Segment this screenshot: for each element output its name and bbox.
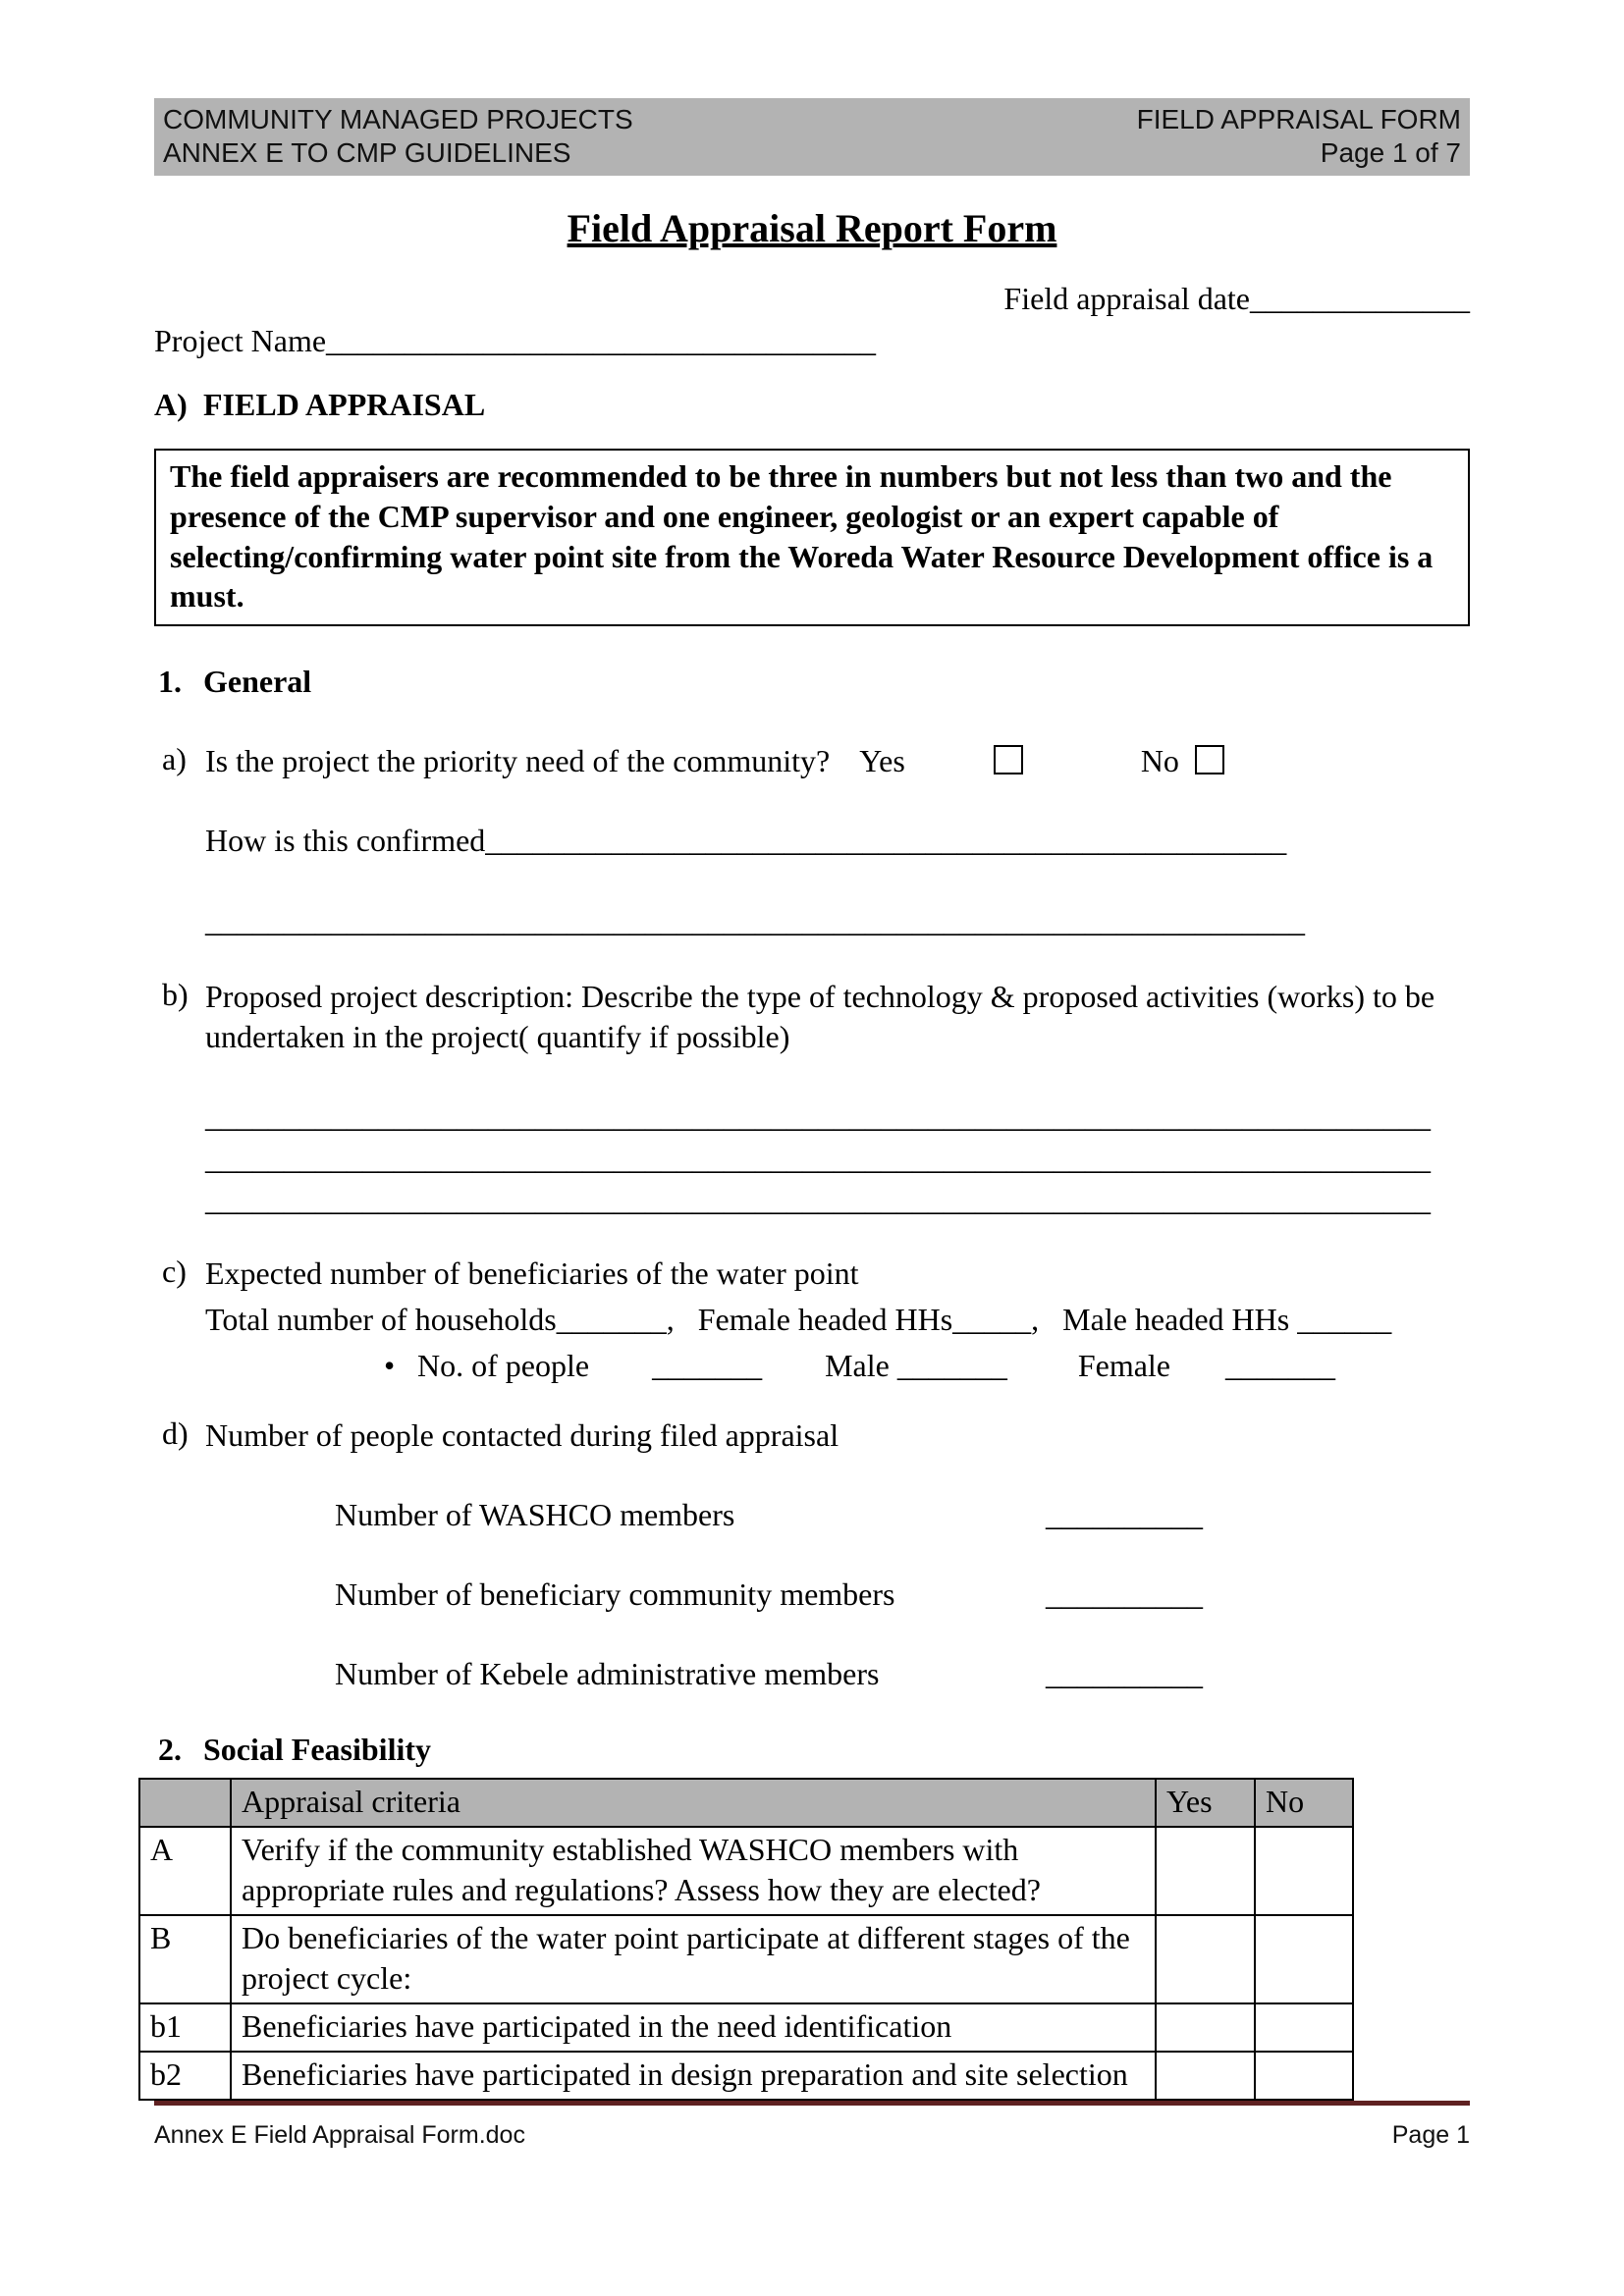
project-name-line bbox=[154, 323, 1470, 359]
row-no-cell[interactable] bbox=[1255, 1915, 1353, 2003]
washco-members-label: Number of WASHCO members bbox=[335, 1497, 735, 1533]
beneficiary-members-row bbox=[205, 1575, 1470, 1615]
document-header-bar bbox=[154, 98, 1470, 176]
people-contacted-text: Number of people contacted during filed appraisal bbox=[205, 1417, 839, 1454]
date-label: Field appraisal date bbox=[1003, 281, 1250, 317]
beneficiary-members-blank-field[interactable]: __________ bbox=[1046, 1576, 1203, 1613]
section-1-title: General bbox=[203, 663, 312, 699]
washco-members-row bbox=[205, 1495, 1470, 1535]
table-row bbox=[139, 1827, 1353, 1915]
section-1-heading bbox=[158, 664, 1470, 700]
social-feasibility-table bbox=[138, 1778, 1354, 2101]
row-id: A bbox=[139, 1827, 231, 1915]
confirm-line bbox=[205, 821, 1470, 861]
social-feasibility-table-wrap bbox=[138, 1778, 1470, 2101]
question-c bbox=[162, 1254, 1470, 1386]
header-project-type: COMMUNITY MANAGED PROJECTS bbox=[163, 104, 633, 134]
bullet-icon: • bbox=[384, 1348, 396, 1384]
beneficiaries-text: Expected number of beneficiaries of the water point bbox=[205, 1255, 859, 1292]
table-header-row bbox=[139, 1779, 1353, 1827]
row-yes-cell[interactable] bbox=[1156, 1915, 1255, 2003]
row-criteria: Beneficiaries have participated in the need identification bbox=[231, 2003, 1156, 2052]
document-footer bbox=[154, 2101, 1470, 2150]
question-d-letter: d) bbox=[162, 1415, 189, 1452]
priority-question-row bbox=[205, 741, 1470, 781]
table-row bbox=[139, 2052, 1353, 2100]
section-2-title: Social Feasibility bbox=[203, 1732, 431, 1768]
table-row bbox=[139, 2003, 1353, 2052]
header-yes-cell: Yes bbox=[1156, 1779, 1255, 1827]
row-criteria: Do beneficiaries of the water point participate at different stages of the project cycle: bbox=[231, 1915, 1156, 2003]
kebele-members-blank-field[interactable]: __________ bbox=[1046, 1656, 1203, 1692]
row-yes-cell[interactable] bbox=[1156, 2003, 1255, 2052]
row-criteria: Beneficiaries have participated in design preparation and site selection bbox=[231, 2052, 1156, 2100]
question-d bbox=[162, 1415, 1470, 1694]
yes-label: Yes bbox=[859, 742, 905, 778]
section-a-letter: A) bbox=[154, 387, 188, 423]
no-label: No bbox=[1140, 742, 1179, 778]
row-id: B bbox=[139, 1915, 231, 2003]
header-page-count: Page 1 of 7 bbox=[1320, 137, 1461, 169]
question-b-letter: b) bbox=[162, 976, 189, 1012]
households-line[interactable]: Total number of households_______, Female headed HHs_____, Male headed HHs ______ bbox=[205, 1302, 1392, 1338]
row-yes-cell[interactable] bbox=[1156, 2052, 1255, 2100]
kebele-members-label: Number of Kebele administrative members bbox=[335, 1656, 880, 1692]
field-appraisal-date-line bbox=[154, 281, 1470, 317]
people-count-fields[interactable]: No. of people _______ Male _______ Female _______ bbox=[417, 1348, 1335, 1384]
row-yes-cell[interactable] bbox=[1156, 1827, 1255, 1915]
row-id: b1 bbox=[139, 2003, 231, 2052]
question-a-letter: a) bbox=[162, 740, 187, 776]
row-id: b2 bbox=[139, 2052, 231, 2100]
header-no-cell: No bbox=[1255, 1779, 1353, 1827]
header-annex: ANNEX E TO CMP GUIDELINES bbox=[163, 137, 571, 169]
question-b bbox=[162, 977, 1470, 1221]
date-blank-field[interactable]: ______________ bbox=[1250, 281, 1470, 317]
row-no-cell[interactable] bbox=[1255, 1827, 1353, 1915]
question-a bbox=[162, 741, 1470, 941]
section-2-heading bbox=[158, 1732, 1470, 1768]
priority-question-text: Is the project the priority need of the community? bbox=[205, 742, 831, 778]
section-1-number: 1. bbox=[158, 663, 182, 699]
page-title: Field Appraisal Report Form bbox=[567, 206, 1057, 251]
header-id-cell bbox=[139, 1779, 231, 1827]
row-no-cell[interactable] bbox=[1255, 2052, 1353, 2100]
appraisers-notice-box: The field appraisers are recommended to be three in numbers but not less than two and the presence of the CMP supervisor and one engineer, geologist or an expert capable of selecting/confirming water point site from the Woreda Water Resource Development office is a must. bbox=[154, 449, 1470, 626]
footer-page-number: Page 1 bbox=[1391, 2121, 1470, 2149]
header-criteria-cell: Appraisal criteria bbox=[231, 1779, 1156, 1827]
project-name-blank-field[interactable]: ___________________________________ bbox=[326, 323, 877, 359]
yes-checkbox[interactable] bbox=[994, 745, 1023, 774]
project-description-blanks bbox=[205, 1096, 1470, 1221]
confirm-label: How is this confirmed bbox=[205, 822, 486, 858]
no-checkbox[interactable] bbox=[1195, 745, 1224, 774]
description-blank-line-3[interactable]: ______________________________________________________________________________ bbox=[205, 1182, 1431, 1218]
question-c-letter: c) bbox=[162, 1254, 187, 1290]
header-right bbox=[1137, 103, 1461, 170]
footer-filename: Annex E Field Appraisal Form.doc bbox=[154, 2121, 525, 2149]
project-description-text: Proposed project description: Describe the type of technology & proposed activities (works) to be undertaken in the project( quantify if possible) bbox=[205, 978, 1435, 1054]
section-a-heading bbox=[154, 387, 1470, 423]
header-form-name: FIELD APPRAISAL FORM bbox=[1136, 104, 1461, 134]
washco-members-blank-field[interactable]: __________ bbox=[1046, 1497, 1203, 1533]
footer-rule bbox=[154, 2101, 1470, 2106]
row-criteria: Verify if the community established WASHCO members with appropriate rules and regulations? Assess how they are elected? bbox=[231, 1827, 1156, 1915]
confirm-blank-line-2[interactable]: ______________________________________________________________________ bbox=[205, 902, 1305, 938]
description-blank-line-1[interactable]: ______________________________________________________________________________ bbox=[205, 1097, 1431, 1134]
confirm-blank-field[interactable]: ___________________________________________________ bbox=[485, 822, 1287, 858]
row-no-cell[interactable] bbox=[1255, 2003, 1353, 2052]
table-row bbox=[139, 1915, 1353, 2003]
kebele-members-row bbox=[205, 1654, 1470, 1694]
project-name-label: Project Name bbox=[154, 323, 327, 359]
header-left bbox=[163, 103, 633, 170]
section-a-title: FIELD APPRAISAL bbox=[203, 387, 486, 423]
people-count-line bbox=[205, 1346, 1470, 1386]
description-blank-line-2[interactable]: ______________________________________________________________________________ bbox=[205, 1140, 1431, 1176]
section-2-number: 2. bbox=[158, 1732, 182, 1768]
beneficiary-members-label: Number of beneficiary community members bbox=[335, 1576, 895, 1613]
